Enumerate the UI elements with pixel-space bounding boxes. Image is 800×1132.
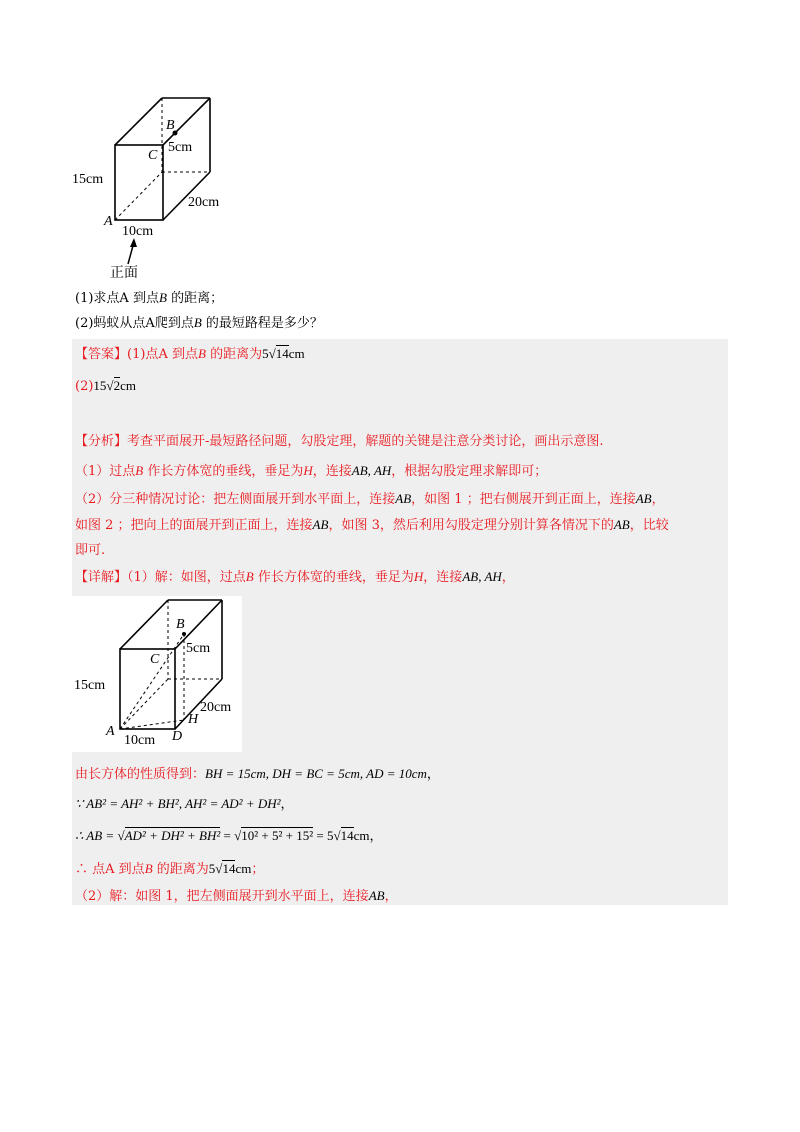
q2-point-a: A <box>145 316 155 331</box>
solution-3-formula: ∴ AB = √AD² + DH² + BH² = √10² + 5² + 15² = 5√14cm <box>75 828 370 843</box>
answer-1-text-a: (1)点 <box>127 347 159 362</box>
detail-tag: 【详解】 <box>75 570 128 585</box>
fig2-label-5cm: 5cm <box>186 641 211 656</box>
answer-2-label: (2) <box>75 379 94 394</box>
analysis-part-2-line-3: 即可. <box>75 543 106 558</box>
fig2-label-D: D <box>172 729 183 744</box>
detail-line-1: 【详解】（1）解：如图，过点B 作长方体宽的垂线，垂足为H，连接AB, AH， <box>75 569 515 585</box>
q1-text-c: 的距离； <box>171 291 224 306</box>
q2-text-b: 爬到点 <box>154 316 194 331</box>
fig1-label-C: C <box>148 148 158 163</box>
q1-text-a: (1)求点 <box>75 291 120 306</box>
answer-2-value: 15√2cm <box>93 378 136 393</box>
q1-point-a: A <box>119 291 129 306</box>
analysis-part-2-line-2: 如图 2 ；把向上的面展开到正面上，连接AB，如图 3，然后利用勾股定理分别计算各情况下的AB，比较 <box>75 517 669 533</box>
q2-point-b: B <box>193 315 202 330</box>
fig1-label-15cm: 15cm <box>72 172 104 187</box>
fig2-label-B: B <box>176 617 185 632</box>
answer-1-text-b: 到点 <box>171 347 198 362</box>
solution-line-5: （2）解：如图 1，把左侧面展开到水平面上，连接AB， <box>75 888 398 904</box>
fig1-label-5cm: 5cm <box>168 140 193 155</box>
figure-1-cuboid <box>70 92 250 282</box>
answer-1-point-a: A <box>158 347 168 362</box>
analysis-line <box>75 433 604 451</box>
solution-line-4: ∴ 点A 到点B 的距离为5√14cm； <box>75 861 265 877</box>
q1-point-b: B <box>158 290 167 305</box>
fig1-label-10cm: 10cm <box>122 224 154 239</box>
analysis-part-2-line-1: （2）分三种情况讨论：把左侧面展开到水平面上，连接AB，如图 1 ；把右侧展开到正面上，连接AB， <box>75 491 665 507</box>
fig1-label-front: 正面 <box>110 265 138 281</box>
answer-1-text-c: 的距离为 <box>210 347 263 362</box>
q1-text-b: 到点 <box>132 291 159 306</box>
answer-tag: 【答案】 <box>75 347 128 362</box>
analysis-part-1: （1）过点B 作长方体宽的垂线，垂足为H，连接AB, AH，根据勾股定理求解即可； <box>75 463 548 479</box>
fig2-label-15cm: 15cm <box>74 678 106 693</box>
fig2-label-10cm: 10cm <box>124 733 156 748</box>
answer-line-1 <box>75 345 305 364</box>
question-2 <box>75 314 323 333</box>
fig1-label-A: A <box>104 214 113 229</box>
q2-text-a: (2)蚂蚁从点 <box>75 316 146 331</box>
analysis-tag: 【分析】 <box>75 434 128 449</box>
question-1 <box>75 289 223 308</box>
figure-2-cuboid <box>72 596 242 752</box>
solution-line-2: ∵ AB² = AH² + BH², AH² = AD² + DH²， <box>75 796 294 812</box>
fig2-label-20cm: 20cm <box>200 700 232 715</box>
fig1-label-20cm: 20cm <box>188 195 220 210</box>
analysis-text: 考查平面展开-最短路径问题，勾股定理，解题的关键是注意分类讨论，画出示意图. <box>127 434 604 449</box>
answer-line-2 <box>75 377 136 396</box>
fig1-label-B: B <box>166 118 175 133</box>
answer-1-value: 5√14cm <box>262 346 305 361</box>
fig2-label-A: A <box>106 724 115 739</box>
q2-text-c: 的最短路程是多少？ <box>205 316 323 331</box>
fig2-label-C: C <box>150 652 160 667</box>
solution-line-1: 由长方体的性质得到：BH = 15cm, DH = BC = 5cm, AD = 10cm， <box>75 766 440 782</box>
solution-line-3: ∴ AB = √AD² + DH² + BH² = √10² + 5² + 15² = 5√14cm， <box>75 828 383 844</box>
fig2-label-H: H <box>188 712 199 727</box>
answer-1-point-b: B <box>197 346 206 361</box>
